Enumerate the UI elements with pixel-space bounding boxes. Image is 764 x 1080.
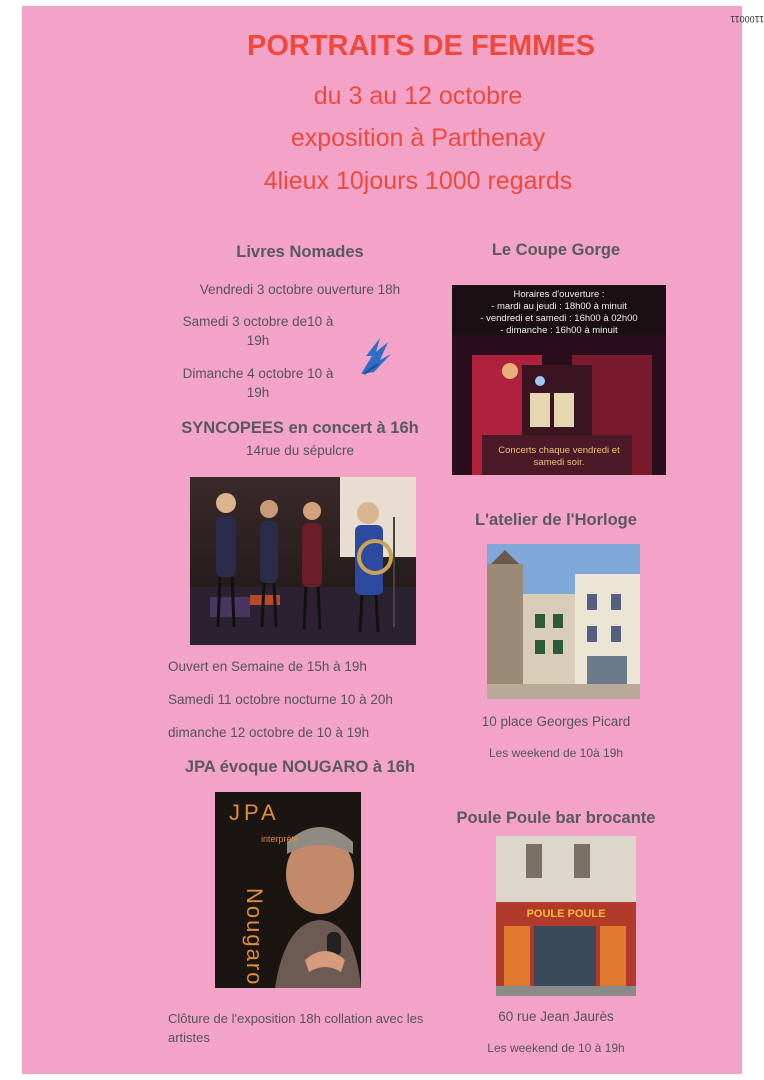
jpa-closing-note: Clôture de l'exposition 18h collation avec les artistes	[168, 1011, 424, 1045]
venue-syncopees: SYNCOPEES en concert à 16h	[181, 419, 419, 437]
venue-livres-nomades: Livres Nomades	[236, 243, 364, 261]
flyer-title: PORTRAITS DE FEMMES	[246, 30, 595, 62]
livres-nomades-line1: Vendredi 3 octobre ouverture 18h	[199, 282, 401, 297]
venue-atelier-horloge: L'atelier de l'Horloge	[475, 511, 637, 529]
venue-jpa: JPA évoque NOUGARO à 16h	[184, 758, 416, 776]
coupe-gorge-photo	[452, 285, 666, 475]
syncopees-hours-week: Ouvert en Semaine de 15h à 19h	[168, 659, 367, 674]
syncopees-hours-saturday: Samedi 11 octobre nocturne 10 à 20h	[168, 692, 393, 707]
syncopees-address: 14rue du sépulcre	[245, 443, 355, 458]
atelier-horloge-address: 10 place Georges Picard	[481, 714, 631, 729]
livres-nomades-line3a: Dimanche 4 octobre 10 à	[182, 366, 334, 381]
poster-artist: Nougaro	[242, 888, 267, 987]
atelier-horloge-weekend-hours: Les weekend de 10à 19h	[488, 746, 624, 760]
coupe-gorge-hours-title: Horaires d'ouverture :	[513, 289, 605, 300]
bird-logo-icon	[358, 334, 394, 378]
venue-coupe-gorge: Le Coupe Gorge	[491, 241, 621, 259]
coupe-gorge-hours	[452, 289, 666, 337]
coupe-gorge-hours-sunday: - dimanche : 16h00 à minuit	[500, 325, 618, 336]
venue-poule-poule: Poule Poule bar brocante	[456, 809, 656, 827]
livres-nomades-line2a: Samedi 3 octobre de10 à	[182, 314, 334, 329]
coupe-gorge-hours-weekend: - vendredi et samedi : 16h00 à 02h00	[480, 313, 638, 324]
flyer-dates: du 3 au 12 octobre	[313, 82, 523, 110]
atelier-horloge-photo	[487, 544, 640, 699]
jpa-nougaro-poster	[215, 792, 361, 988]
poule-poule-address: 60 rue Jean Jaurès	[498, 1009, 614, 1024]
coupe-gorge-hours-weekday: - mardi au jeudi : 18h00 à minuit	[491, 301, 627, 312]
poule-poule-photo	[496, 836, 636, 996]
flyer-tagline: 4lieux 10jours 1000 regards	[263, 167, 573, 195]
livres-nomades-line2b: 19h	[246, 333, 270, 348]
syncopees-hours-sunday: dimanche 12 octobre de 10 à 19h	[168, 725, 370, 740]
shop-sign: POULE POULE	[526, 908, 606, 920]
livres-nomades-line3b: 19h	[246, 385, 270, 400]
coupe-gorge-concert-note: Concerts chaque vendredi et samedi soir.	[498, 445, 620, 468]
poule-poule-weekend-hours: Les weekend de 10 à 19h	[487, 1041, 625, 1055]
corner-code: 1100011	[730, 14, 764, 24]
poster-subtitle: interprète	[261, 834, 300, 844]
flyer-subtitle: exposition à Parthenay	[290, 124, 546, 152]
syncopees-concert-photo	[190, 477, 416, 645]
poster-name: JPA	[229, 800, 280, 825]
